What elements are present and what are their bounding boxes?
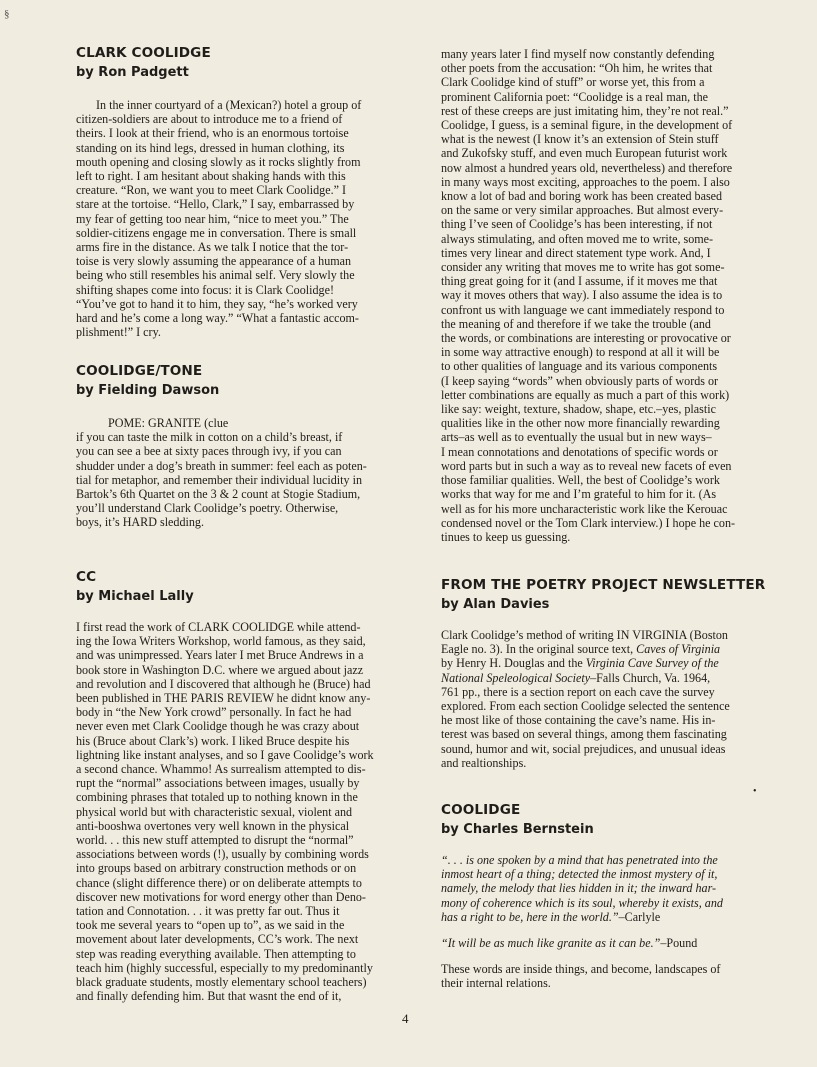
article-body: if you can taste the milk in cotton on a child’s breast, if you can see a bee at sixty paces through ivy, if you can shudder under a dog’s breath in summer: feel each as poten- tial for metaphor, and remember their individual lucidity in Bartok’s 6th Quartet on the 3 & 2 count at Stogie Stadium, you’ll understand Clark Coolidge’s poetry. Otherwise, boys, it’s HARD sledding. xyxy=(76,430,367,530)
quote-text: “It will be as much like granite as it can be.” xyxy=(441,936,661,951)
article-title: COOLIDGE xyxy=(441,802,521,818)
article-byline: by Fielding Dawson xyxy=(76,383,220,398)
article-byline: by Charles Bernstein xyxy=(441,822,594,837)
article-byline: by Ron Padgett xyxy=(76,65,189,80)
page-number: 4 xyxy=(402,1011,409,1026)
epigraph-carlyle xyxy=(441,853,774,924)
body-text: by Henry H. Douglas and the xyxy=(441,656,583,671)
article-title: CC xyxy=(76,569,97,585)
quote-attribution: –Carlyle xyxy=(618,909,661,924)
article-body: These words are inside things, and become, landscapes of their internal relations. xyxy=(441,962,721,991)
article-title: CLARK COOLIDGE xyxy=(76,45,211,61)
davies-article xyxy=(441,576,774,770)
body-text: Clark Coolidge’s method of writing IN VIRGINIA (Boston Eagle no. 3). In the original source text, xyxy=(441,628,728,657)
article-title: COOLIDGE/TONE xyxy=(76,363,203,379)
epigraph-pound xyxy=(441,936,774,950)
dawson-article xyxy=(76,362,404,530)
padgett-article xyxy=(76,44,404,339)
article-title: FROM THE POETRY PROJECT NEWSLETTER xyxy=(441,577,766,593)
article-body-continued: many years later I find myself now constantly defending other poets from the accusation: “Oh him, he writes that Clark Coolidge kind of stuff” or worse yet, this from a prominent California poet: “Coolidge is a real man, the rest of these creeps are just imitating him, they’re not real.” Coolidge, I guess, is a seminal figure, in the development of what is the newest (I know it’s an extension of Stein stuff and Zukofsky stuff, and even much European futurist work now almost a hundred years old, nevertheless) and therefore in many ways most exciting, approaches to the poem. I also know a lot of bad and boring work has been created based on the same or very similar approaches. But almost every- thing I’ve seen of Coolidge’s has been interesting, if not always stimulating, and often moved me to write, some- times very linear and direct statement type work. And, I consider any writing that moves me to write has got some- thing great going for it (and I assume, if it moves me that way it moves others that way). I also assume the idea is to confront us with language we cant immediately respond to the meaning of and therefore if we take the trouble (and the words, or combinations are interesting or provocative or in some way attractive enough) to respond at all it will be to other qualities of language and its various components (I keep saying “words” when obviously parts of words or letter combinations are equally as much a part of this work) like say: weight, texture, shadow, shape, etc.–yes, plastic qualities like in the other now more financially rewarding arts–as well as to eventually the usual but in new ways– I mean connotations and denotations of specific words or word parts but in such a way as to reveal new facets of even those familiar qualities. Well, the best of Coolidge’s work works that way for me and I’m grateful to him for it. (As well as for his more uncharacteristic work like the Kerouac condensed novel or the Tom Clark interview.) I hope he con- tinues to keep us guessing. xyxy=(441,47,736,544)
bernstein-article xyxy=(441,801,774,991)
quote-text: “. . . is one spoken by a mind that has penetrated into the inmost heart of a thing; detected the inmost mystery of it, namely, the melody that lies hidden in it; the inward har- mony of coherence which is its soul, whereby it exists, and has a right to be, here in the world.” xyxy=(441,853,723,924)
body-text: –Falls Church, Va. 1964, 761 pp., there is a section report on each cave the survey explored. From each section Coolidge selected the sentence he most like of those containing the cave’s name. His in- terest was based on several things, among them fascinating sound, humor and wit, social prejudices, and unusual ideas and realtionships. xyxy=(441,670,730,770)
quote-attribution: –Pound xyxy=(660,936,698,951)
book-title: Caves of Virginia xyxy=(636,642,721,657)
article-byline: by Alan Davies xyxy=(441,597,550,612)
lally-article xyxy=(76,568,404,1003)
article-body: In the inner courtyard of a (Mexican?) hotel a group of citizen-soldiers are about to introduce me to a friend of theirs. I look at their friend, who is an enormous tortoise standing on its hind legs, dressed in human clothing, its mouth opening and closing slowly as it rocks slightly from left to right. I am hesitant about shaking hands with this creature. “Ron, we want you to meet Clark Coolidge.” I stare at the tortoise. “Hello, Clark,” I say, embarrassed by my fear of getting too near him, “nice to meet you.” The soldier-citizens engage me in conversation. There is small arms fire in the distance. As we talk I notice that the tor- toise is very slowly assuming the appearance of a human being who still resembles his animal self. Very slowly the shifting shapes come into focus: it is Clark Coolidge! “You’ve got to hand it to him, they say, “he’s worked very hard and he’s come a long way.” “What a fantastic accom- plishment!” I cry. xyxy=(76,98,362,340)
stray-mark: • xyxy=(753,786,757,797)
article-body: I first read the work of CLARK COOLIDGE while attend- ing the Iowa Writers Workshop, world famous, as they said, and was unimpressed. Years later I met Bruce Andrews in a book store in Washington D.C. where we argued about jazz and revolution and I discovered that although he (Bruce) had been published in THE PARIS REVIEW he didnt know any- body in “the New York crowd” personally. In fact he had never even met Clark Coolidge though he was crazy about his (Bruce about Clark’s) work. I liked Bruce despite his lightning like instant analyses, and so I gave Coolidge’s work a second chance. Whammo! As surrealism attempted to dis- rupt the “normal” associations between images, usually by combining phrases that totaled up to nothing known in the physical world but with characteristic sexual, violent and anti-booshwa overtones very well known in the physical world. . . this new stuff attempted to disrupt the “normal” associations between words (!), usually by combining words into groups based on arbitrary construction methods or on chance (slight difference there) or on deliberate attempts to discover new motivations for word energy other than Deno- tation and Connotation. . . it was pretty far out. Thus it took me several years to “open up to”, as we said in the movement about later developments, CC’s work. The next step was reading everything available. Then attempting to teach him (highly successful, especially to my predominantly black graduate students, mostly elementary school teachers) and finally defending him. But that wasnt the end of it, xyxy=(76,620,374,1004)
corner-mark: § xyxy=(4,8,10,20)
book-title: Virginia Cave Survey of the National Speleological Society xyxy=(441,656,719,685)
article-byline: by Michael Lally xyxy=(76,589,194,604)
poem-heading: POME: GRANITE (clue xyxy=(108,416,229,430)
lally-continued xyxy=(441,47,774,544)
article-body xyxy=(441,628,774,770)
